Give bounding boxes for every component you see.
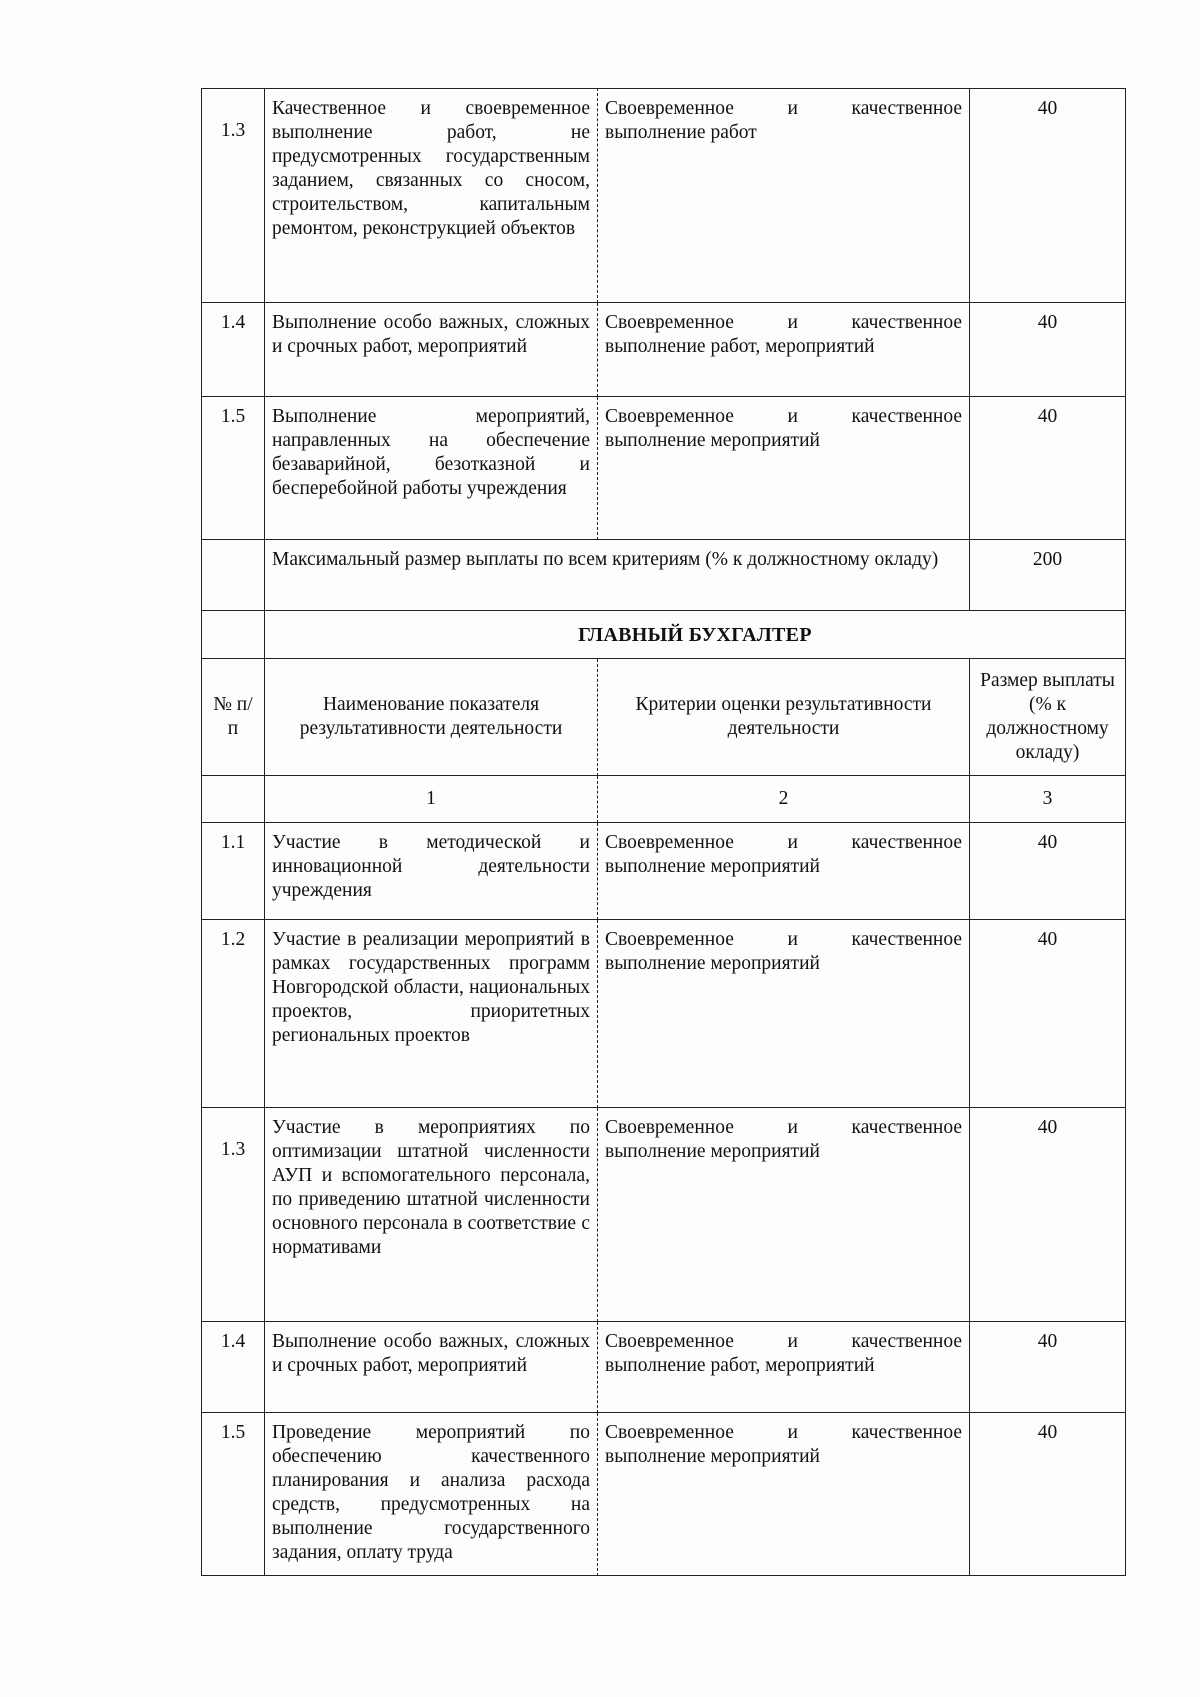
row-number: 1.4 — [201, 1322, 265, 1413]
row-number: 1.3 — [201, 88, 265, 303]
row-number: 1.3 — [201, 1108, 265, 1322]
max-payment-value: 200 — [970, 540, 1126, 611]
empty-cell — [201, 540, 265, 611]
indicator-cell: Участие в реализации мероприятий в рамках государственных программ Новгородской области, национальных проектов, приоритетных региональных проектов — [265, 920, 598, 1108]
row-number: 1.4 — [201, 303, 265, 397]
payment-size-cell: 40 — [970, 920, 1126, 1108]
header-number: № п/п — [201, 659, 265, 776]
indicator-cell: Проведение мероприятий по обеспечению качественного планирования и анализа расхода средств, предусмотренных на выполнение государственного задания, оплату труда — [265, 1413, 598, 1576]
payment-size-cell: 40 — [970, 1413, 1126, 1576]
criteria-cell: Своевременное и качественное выполнение мероприятий — [598, 920, 970, 1108]
criteria-cell: Своевременное и качественное выполнение работ, мероприятий — [598, 303, 970, 397]
header-criteria: Критерии оценки результативности деятельности — [598, 659, 970, 776]
payment-size-cell: 40 — [970, 88, 1126, 303]
row-number: 1.2 — [201, 920, 265, 1108]
criteria-cell: Своевременное и качественное выполнение мероприятий — [598, 823, 970, 920]
empty-cell — [201, 611, 265, 659]
section-title: ГЛАВНЫЙ БУХГАЛТЕР — [265, 611, 1126, 659]
column-number: 3 — [970, 776, 1126, 823]
indicator-cell: Выполнение особо важных, сложных и срочных работ, мероприятий — [265, 303, 598, 397]
payment-size-cell: 40 — [970, 1108, 1126, 1322]
payment-size-cell: 40 — [970, 823, 1126, 920]
header-payment-size: Размер выплаты (% к должностному окладу) — [970, 659, 1126, 776]
criteria-cell: Своевременное и качественное выполнение мероприятий — [598, 397, 970, 540]
column-number: 2 — [598, 776, 970, 823]
empty-cell — [201, 776, 265, 823]
row-number: 1.5 — [201, 1413, 265, 1576]
criteria-cell: Своевременное и качественное выполнение работ — [598, 88, 970, 303]
row-number: 1.1 — [201, 823, 265, 920]
criteria-cell: Своевременное и качественное выполнение мероприятий — [598, 1108, 970, 1322]
criteria-table — [201, 88, 1126, 1576]
indicator-cell: Участие в методической и инновационной деятельности учреждения — [265, 823, 598, 920]
indicator-cell: Выполнение мероприятий, направленных на обеспечение безаварийной, безотказной и бесперебойной работы учреждения — [265, 397, 598, 540]
payment-size-cell: 40 — [970, 1322, 1126, 1413]
criteria-cell: Своевременное и качественное выполнение мероприятий — [598, 1413, 970, 1576]
row-number: 1.5 — [201, 397, 265, 540]
indicator-cell: Качественное и своевременное выполнение работ, не предусмотренных государственным заданием, связанных со сносом, строительством, капитальным ремонтом, реконструкцией объектов — [265, 88, 598, 303]
payment-size-cell: 40 — [970, 397, 1126, 540]
max-payment-label: Максимальный размер выплаты по всем критериям (% к должностному окладу) — [265, 540, 970, 611]
header-indicator: Наименование показателя результативности деятельности — [265, 659, 598, 776]
indicator-cell: Выполнение особо важных, сложных и срочных работ, мероприятий — [265, 1322, 598, 1413]
payment-size-cell: 40 — [970, 303, 1126, 397]
column-number: 1 — [265, 776, 598, 823]
criteria-cell: Своевременное и качественное выполнение работ, мероприятий — [598, 1322, 970, 1413]
indicator-cell: Участие в мероприятиях по оптимизации штатной численности АУП и вспомогательного персонала, по приведению штатной численности основного персонала в соответствие с нормативами — [265, 1108, 598, 1322]
